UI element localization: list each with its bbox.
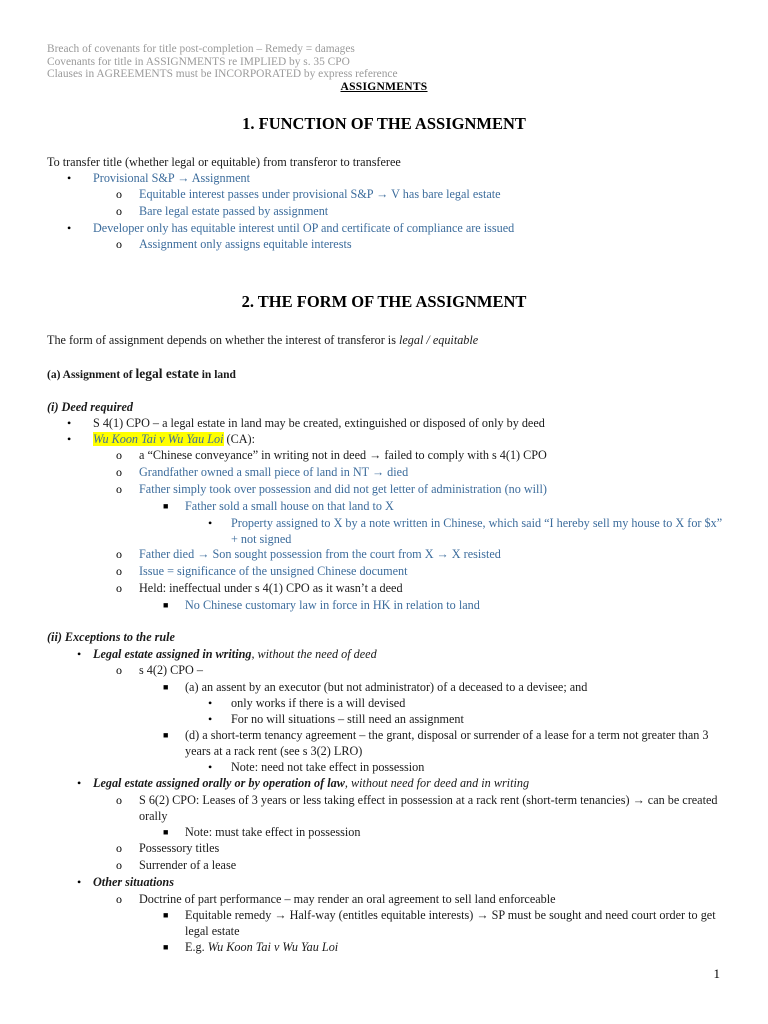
circle-bullet-icon: o: [116, 187, 122, 201]
square-bullet-icon: ■: [163, 682, 169, 692]
list-item: a “Chinese conveyance” in writing not in deed → failed to comply with s 4(1) CPO: [139, 448, 547, 462]
subsection-text: (a) Assignment of: [47, 369, 136, 381]
list-item: Bare legal estate passed by assignment: [139, 204, 329, 218]
list-item: (d) a short-term tenancy agreement – the grant, disposal or surrender of a lease for a term not greater than 3 years at a rack rent (see s 3(2) LRO): [185, 728, 709, 758]
list-item: [185, 939, 338, 955]
circle-bullet-icon: o: [116, 793, 122, 807]
list-item: Doctrine of part performance – may render an oral agreement to sell land enforceable: [139, 892, 556, 906]
bullet-icon: •: [67, 416, 72, 430]
list-item: Possessory titles: [139, 841, 220, 855]
square-bullet-icon: ■: [163, 910, 169, 920]
header-note: Breach of covenants for title post-completion – Remedy = damages: [47, 43, 355, 55]
list-item-emphasis: Legal estate assigned in writing: [93, 647, 252, 661]
bullet-icon: •: [208, 712, 213, 726]
list-item: Held: ineffectual under s 4(1) CPO as it wasn’t a deed: [139, 581, 403, 595]
list-item: [93, 431, 255, 447]
list-item: Other situations: [93, 875, 174, 889]
header-note: Covenants for title in ASSIGNMENTS re IMPLIED by s. 35 CPO: [47, 55, 350, 68]
list-item-text: , without the need of deed: [251, 647, 377, 661]
subsection-heading: [47, 366, 236, 383]
header-note: Clauses in AGREEMENTS must be INCORPORATED by express reference: [47, 68, 398, 81]
case-name: Wu Koon Tai v Wu Yau Loi: [93, 432, 224, 446]
list-item: No Chinese customary law in force in HK in relation to land: [185, 598, 480, 612]
subsection-heading: (ii) Exceptions to the rule: [47, 630, 175, 644]
list-item: Equitable remedy → Half-way (entitles equitable interests) → SP must be sought and need court order to get legal estate: [185, 908, 716, 938]
square-bullet-icon: ■: [163, 827, 169, 837]
circle-bullet-icon: o: [116, 482, 122, 496]
list-item: For no will situations – still need an assignment: [231, 712, 464, 726]
list-item: Grandfather owned a small piece of land in NT → died: [139, 465, 409, 479]
square-bullet-icon: ■: [163, 942, 169, 952]
header-notes: [47, 43, 398, 81]
square-bullet-icon: ■: [163, 730, 169, 740]
list-item: Equitable interest passes under provisional S&P → V has bare legal estate: [139, 187, 501, 201]
paragraph-emphasis: legal / equitable: [398, 333, 479, 347]
bullet-icon: •: [77, 776, 82, 790]
list-item: Issue = significance of the unsigned Chinese document: [139, 564, 408, 578]
list-item: Property assigned to X by a note written in Chinese, which said “I hereby sell my house to X for $x” + not signed: [231, 516, 723, 546]
list-item: Developer only has equitable interest until OP and certificate of compliance are issued: [93, 221, 515, 235]
square-bullet-icon: ■: [163, 600, 169, 610]
circle-bullet-icon: o: [116, 892, 122, 906]
bullet-icon: •: [67, 171, 72, 185]
subsection-text: in land: [198, 369, 236, 381]
bullet-icon: •: [77, 647, 82, 661]
circle-bullet-icon: o: [116, 448, 122, 462]
list-item: Assignment only assigns equitable interests: [139, 237, 352, 251]
case-name: Wu Koon Tai v Wu Yau Loi: [207, 940, 339, 954]
circle-bullet-icon: o: [116, 547, 122, 561]
section-heading: 1. FUNCTION OF THE ASSIGNMENT: [242, 114, 526, 133]
square-bullet-icon: ■: [163, 501, 169, 511]
circle-bullet-icon: o: [116, 204, 122, 218]
list-item: S 4(1) CPO – a legal estate in land may be created, extinguished or disposed of only by deed: [93, 416, 545, 430]
circle-bullet-icon: o: [116, 564, 122, 578]
paragraph: To transfer title (whether legal or equitable) from transferor to transferee: [47, 155, 401, 169]
list-item: Provisional S&P → Assignment: [93, 171, 250, 185]
bullet-icon: •: [67, 221, 72, 235]
paragraph: [47, 332, 478, 348]
bullet-icon: •: [208, 516, 213, 530]
bullet-icon: •: [67, 432, 72, 446]
circle-bullet-icon: o: [116, 663, 122, 677]
bullet-icon: •: [208, 696, 213, 710]
subsection-emphasis: legal estate: [135, 366, 199, 381]
circle-bullet-icon: o: [116, 858, 122, 872]
list-item: [93, 646, 377, 662]
list-item: Father sold a small house on that land to X: [185, 499, 394, 513]
bullet-icon: •: [208, 760, 213, 774]
paragraph-text: The form of assignment depends on whether the interest of transferor is: [47, 333, 399, 347]
list-item: Note: need not take effect in possession: [231, 760, 425, 774]
circle-bullet-icon: o: [116, 581, 122, 595]
list-item: only works if there is a will devised: [231, 696, 406, 710]
list-item-text: (CA):: [223, 432, 255, 446]
list-item-text: , without need for deed and in writing: [344, 776, 530, 790]
subsection-heading: (i) Deed required: [47, 400, 133, 414]
list-item: Surrender of a lease: [139, 858, 237, 872]
list-item-text: E.g.: [185, 940, 208, 954]
list-item: (a) an assent by an executor (but not administrator) of a deceased to a devisee; and: [185, 680, 588, 694]
list-item: Note: must take effect in possession: [185, 825, 361, 839]
document-title: ASSIGNMENTS: [340, 81, 428, 93]
list-item: [93, 775, 529, 791]
list-item-emphasis: Legal estate assigned orally or by operation of law: [93, 776, 345, 790]
circle-bullet-icon: o: [116, 465, 122, 479]
list-item: Father simply took over possession and did not get letter of administration (no will): [139, 482, 547, 496]
list-item: S 6(2) CPO: Leases of 3 years or less taking effect in possession at a rack rent (short-term tenancies) → can be created orally: [139, 793, 718, 823]
list-item: Father died → Son sought possession from the court from X → X resisted: [139, 547, 501, 561]
section-heading: 2. THE FORM OF THE ASSIGNMENT: [241, 292, 527, 311]
bullet-icon: •: [77, 875, 82, 889]
circle-bullet-icon: o: [116, 237, 122, 251]
circle-bullet-icon: o: [116, 841, 122, 855]
page-number: 1: [713, 966, 720, 981]
list-item: s 4(2) CPO –: [139, 663, 203, 677]
